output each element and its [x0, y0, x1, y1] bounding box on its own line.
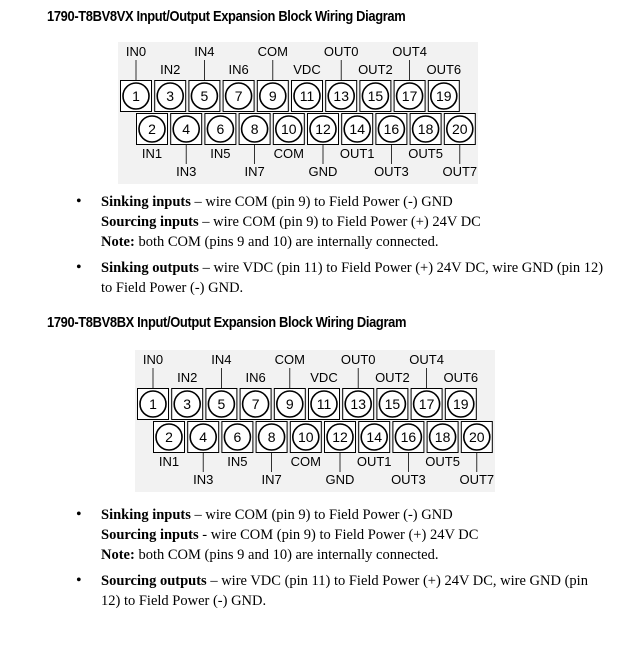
bullet-marker: • [76, 259, 82, 276]
note-term: Note: [101, 234, 135, 250]
diagram-0-pin-9 [257, 81, 288, 112]
bullet-marker: • [76, 572, 82, 589]
diagram-1-label-in2: IN2 [177, 370, 198, 385]
note-term: Sourcing outputs [101, 573, 207, 589]
diagram-1-pin-5 [206, 389, 237, 420]
note-bullet [76, 505, 606, 565]
diagram-0-label-in0: IN0 [125, 44, 147, 59]
diagram-0-pin-15-number: 15 [367, 88, 384, 104]
diagram-0-label-out6: OUT6 [426, 62, 462, 77]
diagram-0-pin-6-number: 6 [216, 121, 225, 137]
diagram-1-pin-9-number: 9 [285, 396, 294, 412]
note-line [101, 545, 606, 565]
diagram-0-label-out0: OUT0 [323, 44, 359, 59]
diagram-1-label-out0: OUT0 [340, 352, 376, 367]
diagram-1-label-in0: IN0 [142, 352, 164, 367]
diagram-1-label-out7: OUT7 [459, 472, 495, 487]
diagram-1-pin-1-number: 1 [149, 396, 157, 412]
diagram-1-label-in7: IN7 [261, 472, 282, 487]
diagram-0-label-com-b: COM [273, 146, 304, 161]
diagram-1-pin-3 [172, 389, 203, 420]
note-text: – wire VDC (pin 11) to Field Power (+) 24V DC, wire GND (pin 12) to Field Power (-) GND. [101, 573, 588, 609]
diagram-0-pin-14-number: 14 [349, 121, 365, 137]
note-line [101, 258, 606, 298]
diagram-0-label-out5-b: OUT5 [408, 146, 443, 161]
note-line [101, 232, 606, 252]
diagram-0-label-in5-b: IN5 [210, 146, 231, 161]
note-term: Note: [101, 547, 135, 563]
diagram-1-pin-17 [411, 389, 442, 420]
wiring-notes-2 [76, 505, 606, 617]
diagram-1-pin-12 [325, 422, 356, 453]
diagram-0-label-vdc: VDC [293, 62, 321, 77]
section-1-title: 1790-T8BV8VX Input/Output Expansion Block Wiring Diagram [47, 8, 406, 25]
wiring-diagram-2 [135, 350, 495, 492]
note-text: both COM (pins 9 and 10) are internally connected. [134, 234, 439, 250]
diagram-1-pin-13-number: 13 [350, 396, 366, 412]
diagram-0-pin-19-number: 19 [436, 88, 452, 104]
diagram-1-pin-11 [309, 389, 340, 420]
diagram-0-pin-10-number: 10 [281, 121, 297, 137]
note-term: Sourcing inputs [101, 527, 199, 543]
diagram-0-pin-18-number: 18 [417, 121, 434, 137]
wiring-notes-1 [76, 192, 606, 304]
diagram-1-label-out3: OUT3 [391, 472, 426, 487]
note-line [101, 192, 606, 212]
diagram-1-pin-17-number: 17 [418, 396, 435, 412]
diagram-0-pin-12-number: 12 [315, 121, 331, 137]
diagram-1-pin-1 [138, 389, 169, 420]
diagram-0-pin-2 [137, 114, 168, 145]
diagram-0-pin-17-number: 17 [401, 88, 418, 104]
diagram-1-pin-16-number: 16 [400, 429, 417, 445]
diagram-0-label-in6: IN6 [228, 62, 249, 77]
diagram-1-label-in5-b: IN5 [227, 454, 248, 469]
diagram-1-pin-8 [256, 422, 287, 453]
diagram-1-pin-15 [377, 389, 408, 420]
diagram-1-pin-2 [154, 422, 185, 453]
diagram-1-label-in1-b: IN1 [158, 454, 180, 469]
diagram-0-pin-7-number: 7 [234, 88, 243, 104]
note-line [101, 525, 606, 545]
diagram-1-label-com: COM [274, 352, 305, 367]
diagram-1-pin-10 [290, 422, 321, 453]
note-term: Sinking outputs [101, 260, 199, 276]
diagram-0-pin-11 [292, 81, 323, 112]
diagram-1-label-in3: IN3 [193, 472, 214, 487]
diagram-0-pin-3 [155, 81, 186, 112]
diagram-0-pin-10 [273, 114, 304, 145]
note-term: Sinking inputs [101, 507, 191, 523]
diagram-0-label-in7: IN7 [244, 164, 265, 179]
diagram-0-pin-16 [376, 114, 407, 145]
diagram-0-pin-8 [239, 114, 270, 145]
diagram-1-label-out5-b: OUT5 [425, 454, 460, 469]
diagram-0-pin-16-number: 16 [383, 121, 400, 137]
diagram-1-pin-4-number: 4 [199, 429, 208, 445]
diagram-0-label-out4: OUT4 [392, 44, 427, 59]
diagram-0-pin-7 [223, 81, 254, 112]
note-term: Sourcing inputs [101, 214, 199, 230]
note-bullet [76, 258, 606, 298]
note-text: both COM (pins 9 and 10) are internally connected. [134, 547, 439, 563]
diagram-0-pin-1 [121, 81, 152, 112]
diagram-0-label-out3: OUT3 [374, 164, 409, 179]
note-text: – wire COM (pin 9) to Field Power (-) GND [190, 507, 453, 523]
note-text: – wire VDC (pin 11) to Field Power (+) 24V DC, wire GND (pin 12) to Field Power (-) GND. [101, 260, 604, 296]
note-bullet [76, 571, 606, 611]
note-bullet [76, 192, 606, 252]
diagram-0-pin-12 [308, 114, 339, 145]
diagram-1-pin-4 [188, 422, 219, 453]
diagram-0-pin-13 [326, 81, 357, 112]
diagram-1-pin-18-number: 18 [434, 429, 451, 445]
diagram-0-pin-2-number: 2 [148, 121, 156, 137]
diagram-1-pin-9 [274, 389, 305, 420]
diagram-0-pin-15 [360, 81, 391, 112]
diagram-1-pin-7 [240, 389, 271, 420]
diagram-0-label-out2: OUT2 [358, 62, 393, 77]
diagram-1-label-out1-b: OUT1 [356, 454, 392, 469]
diagram-1-label-in6: IN6 [245, 370, 266, 385]
diagram-0-label-in3: IN3 [176, 164, 197, 179]
diagram-1-label-vdc: VDC [310, 370, 338, 385]
diagram-0-pin-17 [394, 81, 425, 112]
diagram-1-label-out2: OUT2 [375, 370, 410, 385]
diagram-1-label-out6: OUT6 [443, 370, 479, 385]
diagram-0-pin-5 [189, 81, 220, 112]
diagram-1-pin-19 [445, 389, 476, 420]
diagram-0-pin-4-number: 4 [182, 121, 191, 137]
diagram-1-pin-3-number: 3 [183, 396, 192, 412]
note-line [101, 212, 606, 232]
diagram-0-pin-19 [428, 81, 459, 112]
diagram-0-label-in2: IN2 [160, 62, 181, 77]
diagram-1-pin-20 [461, 422, 492, 453]
diagram-1-label-com-b: COM [290, 454, 321, 469]
bullet-marker: • [76, 506, 82, 523]
diagram-0-pin-14 [342, 114, 373, 145]
diagram-0-pin-4 [171, 114, 202, 145]
diagram-0-label-out1-b: OUT1 [339, 146, 375, 161]
note-text: - wire COM (pin 9) to Field Power (+) 24V DC [198, 527, 479, 543]
diagram-0-pin-13-number: 13 [333, 88, 349, 104]
diagram-0-pin-11-number: 11 [299, 88, 315, 104]
diagram-1-pin-10-number: 10 [298, 429, 314, 445]
diagram-1-label-out4: OUT4 [409, 352, 444, 367]
diagram-1-pin-11-number: 11 [316, 396, 332, 412]
diagram-0-label-gnd: GND [308, 164, 338, 179]
diagram-0-pin-18 [410, 114, 441, 145]
bullet-marker: • [76, 193, 82, 210]
diagram-1-pin-14-number: 14 [366, 429, 382, 445]
section-2-title: 1790-T8BV8BX Input/Output Expansion Block Wiring Diagram [47, 314, 407, 331]
note-text: – wire COM (pin 9) to Field Power (-) GND [190, 194, 453, 210]
diagram-0-pin-6 [205, 114, 236, 145]
diagram-1-pin-2-number: 2 [165, 429, 173, 445]
diagram-1-pin-18 [427, 422, 458, 453]
diagram-0-pin-8-number: 8 [250, 121, 259, 137]
diagram-0-pin-20-number: 20 [452, 121, 468, 137]
note-line [101, 505, 606, 525]
note-line [101, 571, 606, 611]
diagram-0-pin-5-number: 5 [200, 88, 209, 104]
diagram-0-label-com: COM [257, 44, 288, 59]
diagram-1-pin-15-number: 15 [384, 396, 401, 412]
diagram-1-label-gnd: GND [325, 472, 355, 487]
diagram-1-pin-16 [393, 422, 424, 453]
diagram-0-pin-1-number: 1 [132, 88, 140, 104]
diagram-1-pin-6 [222, 422, 253, 453]
diagram-1-pin-19-number: 19 [453, 396, 469, 412]
diagram-1-pin-13 [343, 389, 374, 420]
diagram-1-pin-7-number: 7 [251, 396, 260, 412]
diagram-1-pin-12-number: 12 [332, 429, 348, 445]
diagram-1-pin-5-number: 5 [217, 396, 226, 412]
note-term: Sinking inputs [101, 194, 191, 210]
diagram-1-pin-14 [359, 422, 390, 453]
diagram-0-pin-9-number: 9 [268, 88, 277, 104]
diagram-0-label-in4: IN4 [194, 44, 215, 59]
note-text: – wire COM (pin 9) to Field Power (+) 24V DC [198, 214, 481, 230]
diagram-1-pin-8-number: 8 [267, 429, 276, 445]
diagram-0-pin-20 [444, 114, 475, 145]
diagram-0-label-out7: OUT7 [442, 164, 478, 179]
wiring-diagram-1 [118, 42, 478, 184]
diagram-1-pin-6-number: 6 [233, 429, 242, 445]
diagram-1-pin-20-number: 20 [469, 429, 485, 445]
diagram-1-label-in4: IN4 [211, 352, 232, 367]
diagram-0-label-in1-b: IN1 [141, 146, 163, 161]
diagram-0-pin-3-number: 3 [166, 88, 175, 104]
